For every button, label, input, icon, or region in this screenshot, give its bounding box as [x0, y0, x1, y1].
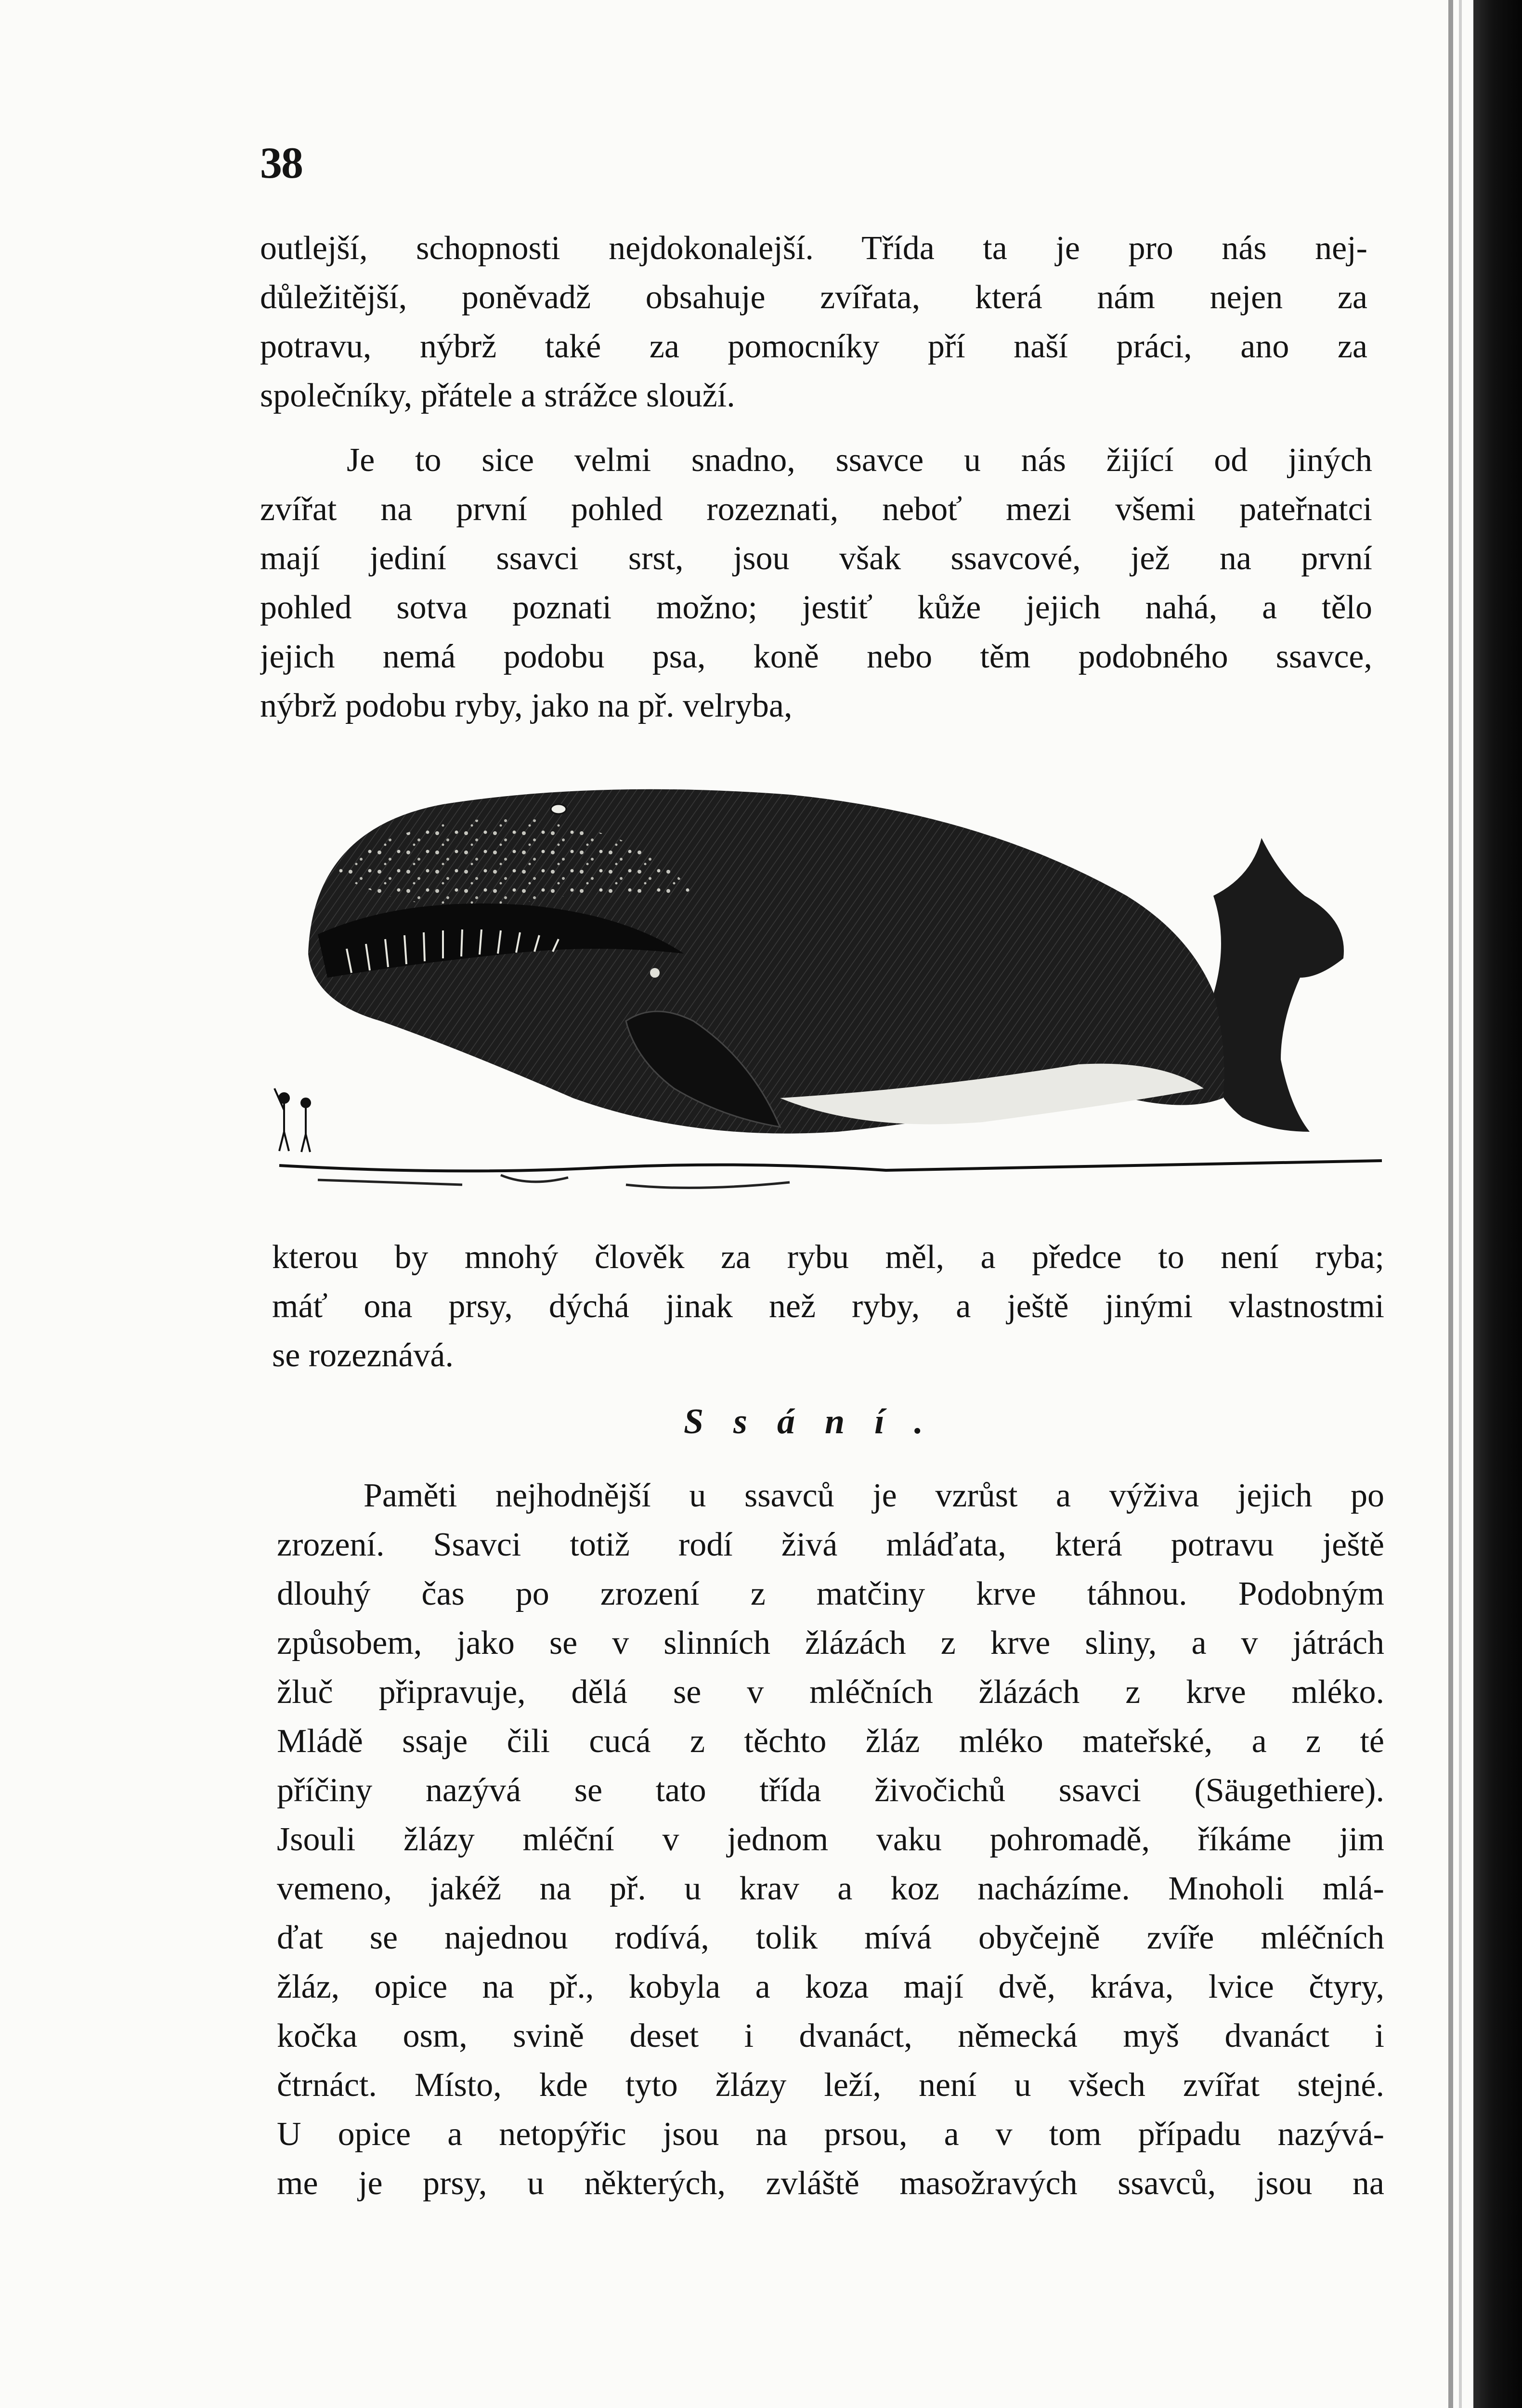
- human-figures: [274, 1088, 310, 1152]
- text-line: nýbrž podobu ryby, jako na př. velryba,: [260, 687, 793, 724]
- text-line: způsobem, jako se v slinních žlázách z krve sliny, a v játrách: [277, 1624, 1384, 1662]
- text-line: ďat se najednou rodívá, tolik mívá obyčejně zvíře mléčních: [277, 1919, 1384, 1956]
- text-line: mají jediní ssavci srst, jsou však ssavcové, jež na první: [260, 540, 1372, 577]
- text-line: outlejší, schopnosti nejdokonalejší. Třída ta je pro nás nej-: [260, 230, 1367, 267]
- text-line: Jsouli žlázy mléční v jednom vaku pohromadě, říkáme jim: [277, 1821, 1384, 1858]
- paragraph-whale-not-fish: [272, 1233, 1384, 1380]
- text-line: se rozeznává.: [272, 1337, 454, 1374]
- whale-illustration: [260, 751, 1416, 1214]
- text-line: dlouhý čas po zrození z matčiny krve táhnou. Podobným: [277, 1575, 1384, 1612]
- scan-edge-line: [1448, 0, 1453, 2408]
- section-heading-ssani: Ssání.: [684, 1402, 953, 1441]
- text-line: pohled sotva poznati možno; jestiť kůže jejich nahá, a tělo: [260, 589, 1372, 626]
- paragraph-suckling: [277, 1471, 1384, 2208]
- whale-blowhole: [551, 804, 566, 814]
- text-line: společníky, přátele a strážce slouží.: [260, 377, 735, 414]
- ground-line: [279, 1161, 1382, 1171]
- text-line: máť ona prsy, dýchá jinak než ryby, a ještě jinými vlastnostmi: [272, 1288, 1384, 1325]
- text-line: důležitější, poněvadž obsahuje zvířata, která nám nejen za: [260, 279, 1367, 316]
- scan-edge-thin: [1459, 0, 1462, 2408]
- text-line: příčiny nazývá se tato třída živočichů ssavci (Säugethiere).: [277, 1772, 1384, 1809]
- text-line: Mládě ssaje čili cucá z těchto žláz mléko mateřské, a z té: [277, 1723, 1384, 1760]
- text-line: zvířat na první pohled rozeznati, neboť mezi všemi pateřnatci: [260, 491, 1372, 528]
- paragraph-whale-intro: [260, 436, 1372, 731]
- text-line: žluč připravuje, dělá se v mléčních žlázách z krve mléko.: [277, 1674, 1384, 1711]
- scan-edge-shadow: [1473, 0, 1522, 2408]
- text-line: jejich nemá podobu psa, koně nebo těm podobného ssavce,: [260, 638, 1372, 675]
- ground-scribble: [318, 1175, 790, 1188]
- text-line: Je to sice velmi snadno, ssavce u nás žijící od jiných: [347, 442, 1372, 479]
- paragraph-intro-mammals: [260, 224, 1367, 420]
- whale-eye: [650, 968, 660, 978]
- text-line: U opice a netopýřic jsou na prsou, a v tom případu nazývá-: [277, 2116, 1384, 2153]
- text-line: me je prsy, u některých, zvláště masožravých ssavců, jsou na: [277, 2165, 1384, 2202]
- text-line: zrození. Ssavci totiž rodí živá mláďata, která potravu ještě: [277, 1526, 1384, 1563]
- text-line: žláz, opice na př., kobyla a koza mají dvě, kráva, lvice čtyry,: [277, 1968, 1384, 2005]
- page-number: 38: [260, 138, 302, 187]
- text-line: čtrnáct. Místo, kde tyto žlázy leží, není u všech zvířat stejné.: [277, 2067, 1384, 2104]
- text-line: vemeno, jakéž na př. u krav a koz nacházíme. Mnoholi mlá-: [277, 1870, 1384, 1907]
- text-line: kterou by mnohý člověk za rybu měl, a předce to není ryba;: [272, 1239, 1384, 1276]
- text-line: potravu, nýbrž také za pomocníky pří naší práci, ano za: [260, 328, 1367, 365]
- whale-tail: [1204, 838, 1344, 1132]
- text-line: kočka osm, svině deset i dvanáct, německá myš dvanáct i: [277, 2017, 1384, 2055]
- text-line: Paměti nejhodnější u ssavců je vzrůst a výživa jejich po: [364, 1477, 1384, 1514]
